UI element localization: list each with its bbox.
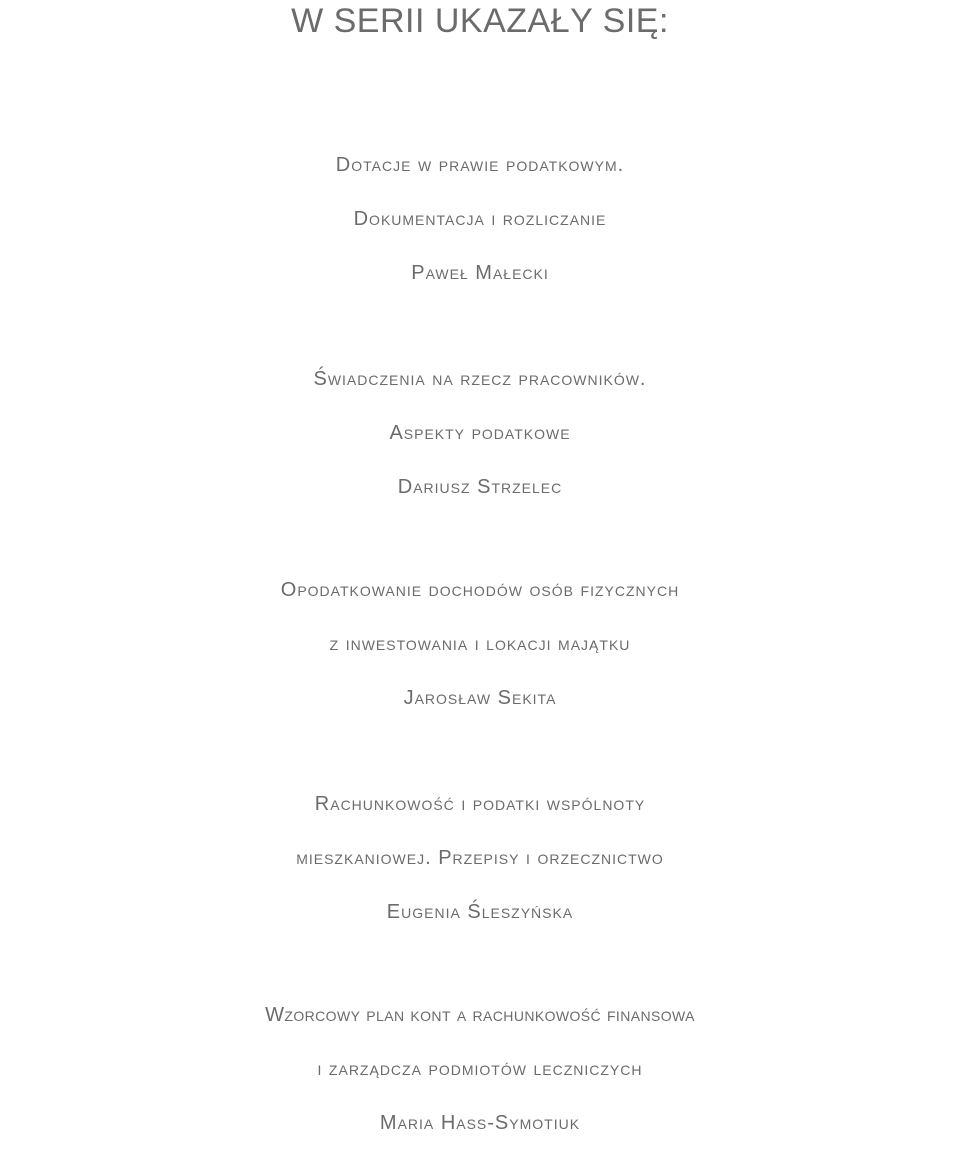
book-title-line: Dokumentacja i rozliczanie — [353, 208, 607, 230]
book-title-line: Dotacje w prawie podatkowym. — [335, 154, 625, 176]
book-author: Maria Hass-Symotiuk — [379, 1112, 581, 1134]
book-title-line: z inwestowania i lokacji majątku — [329, 633, 631, 655]
book-entry — [0, 563, 960, 725]
book-author: Dariusz Strzelec — [397, 476, 563, 498]
book-title-line: mieszkaniowej. Przepisy i orzecznictwo — [296, 847, 664, 869]
book-title-line: i zarządcza podmiotów leczniczych — [317, 1058, 643, 1080]
book-entry — [0, 352, 960, 514]
book-title-line: Rachunkowość i podatki wspólnoty — [314, 793, 646, 815]
book-author: Eugenia Śleszyńska — [386, 901, 574, 923]
book-title-line: Świadczenia na rzecz pracowników. — [313, 368, 647, 390]
series-heading: W SERII UKAZAŁY SIĘ: — [291, 2, 669, 40]
book-title-line: Aspekty podatkowe — [389, 422, 571, 444]
book-entry — [0, 777, 960, 939]
book-author: Paweł Małecki — [411, 262, 549, 284]
book-entry — [0, 988, 960, 1150]
book-title-line: Wzorcowy plan kont a rachunkowość finansowa — [265, 1004, 695, 1026]
book-title-line: Opodatkowanie dochodów osób fizycznych — [280, 579, 680, 601]
book-author: Jarosław Sekita — [403, 687, 557, 709]
book-entry — [0, 138, 960, 300]
